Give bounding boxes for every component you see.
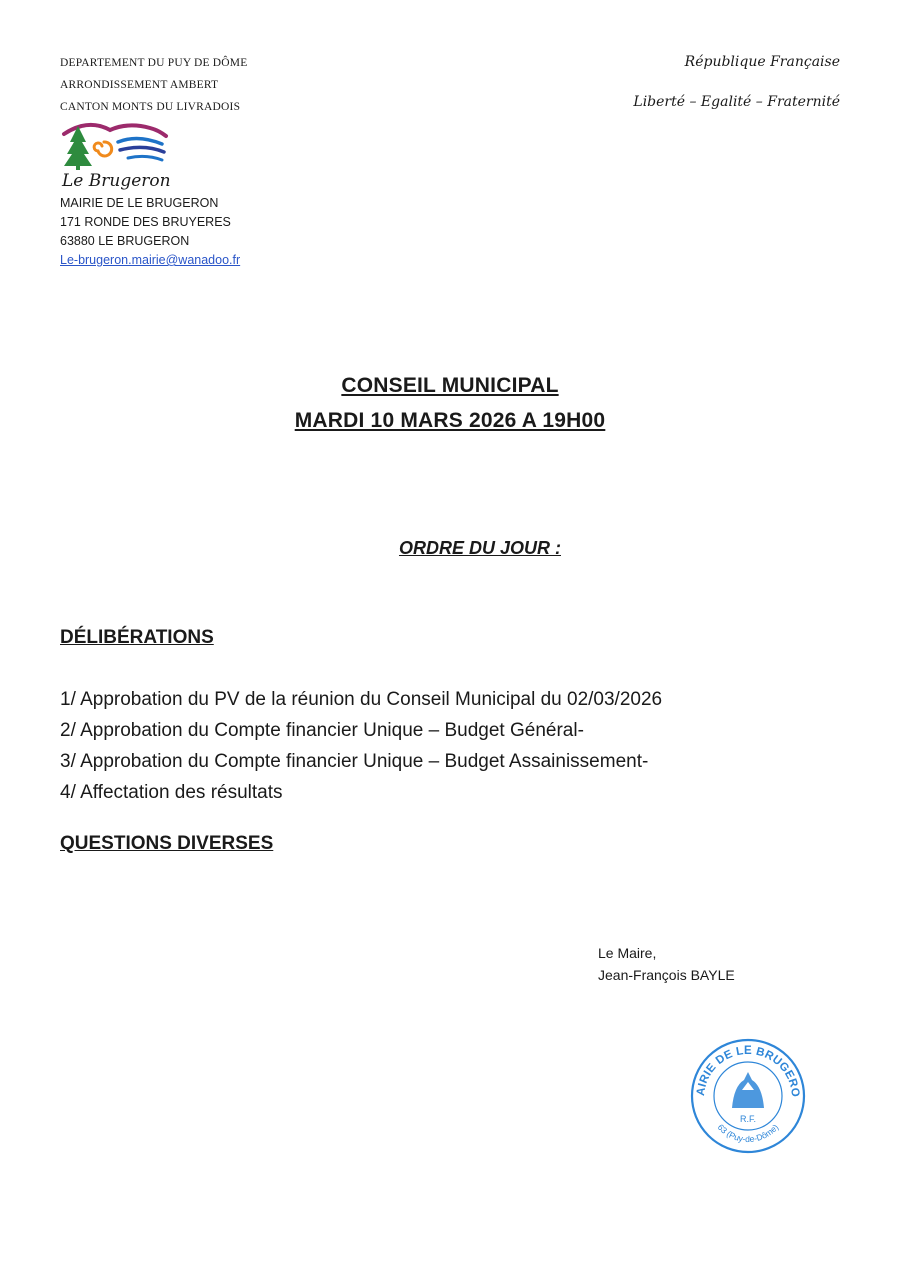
stamp-seal — [688, 1036, 808, 1156]
agenda-item: 1/ Approbation du PV de la réunion du Conseil Municipal du 02/03/2026 — [60, 689, 663, 710]
municipal-logo — [58, 120, 178, 192]
logo-name: Le Brugeron — [62, 171, 171, 191]
stamp-center-text: R.F. — [739, 1114, 757, 1124]
svg-text:63 (Puy-de-Dôme) — [716, 1122, 781, 1144]
agenda-item: 4/ Affectation des résultats — [60, 782, 283, 803]
questions-diverses-heading: QUESTIONS DIVERSES — [60, 833, 274, 854]
stamp-bottom-text: 63 (Puy-de-Dôme) — [715, 1122, 781, 1145]
signature-name: Jean-François BAYLE — [598, 967, 735, 983]
agenda-heading: ORDRE DU JOUR : — [398, 538, 561, 558]
mairie-address — [60, 194, 240, 270]
republic-text: République Française — [684, 54, 840, 70]
department-line: DEPARTEMENT DU PUY DE DÔME — [60, 57, 248, 69]
agenda-items — [60, 684, 662, 808]
motto-text: Liberté – Egalité – Fraternité — [633, 94, 840, 110]
agenda-heading-row — [0, 538, 900, 559]
republic-header — [580, 52, 840, 110]
email-link[interactable]: Le-brugeron.mairie@wanadoo.fr — [60, 253, 241, 267]
logo-graphic — [58, 120, 178, 192]
agenda-item: 2/ Approbation du Compte financier Unique – Budget Général- — [60, 720, 584, 741]
address-line-2: 171 RONDE DES BRUYERES — [60, 215, 231, 229]
agenda-item: 3/ Approbation du Compte financier Unique – Budget Assainissement- — [60, 751, 649, 772]
address-line-3: 63880 LE BRUGERON — [60, 234, 190, 248]
address-line-1: MAIRIE DE LE BRUGERON — [60, 196, 219, 210]
stamp-top-text: AIRIE DE LE BRUGERO — [694, 1044, 802, 1098]
meeting-title: CONSEIL MUNICIPAL — [341, 374, 559, 397]
signature-block — [598, 942, 735, 986]
canton-line: CANTON MONTS DU LIVRADOIS — [60, 101, 241, 113]
signature-role: Le Maire, — [598, 945, 657, 961]
meeting-date: MARDI 10 MARS 2026 A 19H00 — [294, 409, 606, 432]
official-stamp — [688, 1036, 808, 1156]
meeting-title-block — [0, 368, 900, 438]
deliberations-heading: DÉLIBÉRATIONS — [60, 627, 214, 648]
arrondissement-line: ARRONDISSEMENT AMBERT — [60, 79, 219, 91]
department-header — [60, 52, 247, 118]
